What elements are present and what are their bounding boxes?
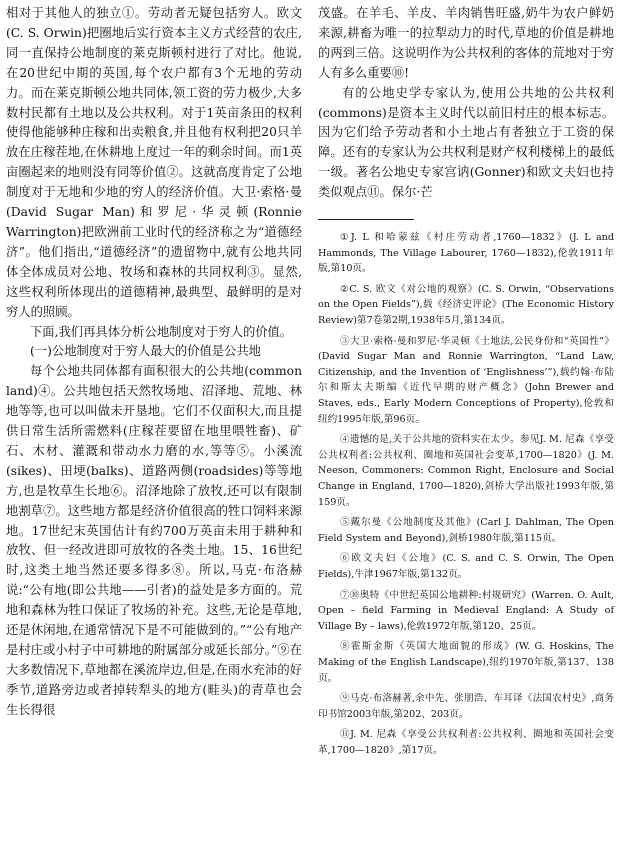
footnote-7-10: ⑦⑩奥特《中世纪英国公地耕种:村规研究》(Warren. O. Ault, Open – field Farming in Medieval England: A Study of Village By – laws),伦敦1972年版,第120、25页。 bbox=[318, 589, 614, 632]
footnote-6: ⑥欧文夫妇《公地》(C. S. and C. S. Orwin, The Open Fields),牛津1967年版,第132页。 bbox=[318, 553, 614, 580]
body-paragraph-4: 茂盛。在羊毛、羊皮、羊肉销售旺盛,奶牛为农户鲜奶来源,耕畜为唯一的拉犁动力的时代,草地的价值是耕地的两到三倍。这说明作为公共权利的客体的荒地对于穷人有多么重要⑩! bbox=[318, 6, 614, 80]
body-paragraph-1: 相对于其他人的独立①。劳动者无疑包括穷人。欧文(C. S. Orwin)把圈地后实行资本主义方式经营的农庄,同一直保持公地制度的莱克斯顿村进行了对比。他说,在20世纪中期的英国,每个农户都有3个无地的劳动力。而在莱克斯顿公地共同体,领工资的劳力极少,大多数村民都有土地以及公共权利。对于1英亩条田的权利使得他能够种庄稼和出卖粮食,并且他有权利把20只羊放在庄稼茬地,在休耕地上度过一年的剩余时间。而1英亩圈起来的地则没有同等价值②。这就高度肯定了公地制度对于无地和少地的穷人的经济价值。大卫·索格·曼(David Sugar Man)和罗尼·华灵顿(Ronnie Warrington)把欧洲前工业时代的经济称之为“道德经济”。他们指出,“道德经济”的遗留物中,就有公地共同体全体成员对公地、牧场和森林的共同权利③。显然,这些权利所体现出的道德精神,最典型、最鲜明的是对穷人的照顾。 bbox=[6, 6, 302, 319]
footnote-2: ②C. S. 欧文《对公地的观察》(C. S. Orwin, “Observations on the Open Fields”),载《经济史评论》(The Economic History Review)第7卷第2期,1938年5月,第134页。 bbox=[318, 283, 614, 327]
right-column bbox=[318, 4, 614, 758]
footnote-11: ⑪J. M. 尼森《享受公共权利者:公共权利、圈地和英国社会变革,1700—1820》,第17页。 bbox=[318, 729, 614, 756]
left-column bbox=[6, 4, 302, 721]
footnote-3: ③大卫·索格·曼和罗尼·华灵顿《土地法,公民身份和“英国性”》(David Sugar Man and Ronnie Warrington, “Land Law, Citizenship, and the Invention of ‘Englishness’”),载约翰·布陆尔和斯太夫斯编《近代早期的财产概念》(John Brewer and Staves, eds., Early Modern Conceptions of Property),伦敦和纽约1995年版,第96页。 bbox=[318, 335, 614, 425]
footnote-5: ⑤戴尔曼《公地制度及其他》(Carl J. Dahlman, The Open Field System and Beyond),剑桥1980年版,第115页。 bbox=[318, 517, 614, 544]
footnotes bbox=[318, 230, 614, 758]
body-paragraph-2: 下面,我们再具体分析公地制度对于穷人的价值。 bbox=[30, 324, 293, 339]
footnote-1: ①J. L 和哈蒙兹《村庄劳动者,1760—1832》(J. L and Hammonds, The Village Labourer, 1760—1832),伦敦1911年版,第10页。 bbox=[318, 232, 614, 275]
footnote-9: ⑨马克·布洛赫著,余中先、张朋浩、车耳译《法国农村史》,商务印书馆2003年版,第202、203页。 bbox=[318, 693, 614, 720]
body-paragraph-3: 每个公地共同体都有面积很大的公共地(common land)④。公共地包括天然牧场地、沼泽地、荒地、林地等等,也可以叫做未开垦地。它们不仅面积大,而且提供日常生活所需燃料(庄稼茬要留在地里喂牲畜)、矿石、木材、灌溉和带动水力磨的水,等等⑤。小溪流(sikes)、田埂(balks)、道路两侧(roadsides)等等地方,也是牧草生长地⑥。沼泽地除了放牧,还可以有限制地割草⑦。这些地方都是经济价值很高的牲口饲料来源地。17世纪末英国估计有约700万英亩未用于耕种和放牧、但一经改进即可放牧的各类土地。15、16世纪时,这类土地当然还要多得多⑧。所以,马克·布洛赫说:“公有地(即公共地——引者)的益处是多方面的。荒地和森林为牲口保证了牧场的补充。这些,无论是草地,还是休闲地,在通常情况下是不可能做到的。”“公有地产是村庄或小村子中可耕地的附属部分或延长部分。”⑨在大多数情况下,草地都在溪流岸边,但是,在雨水充沛的好季节,道路旁边或者掉转犁头的地方(畦头)的青草也会生长得很 bbox=[6, 364, 302, 717]
footnote-divider bbox=[318, 219, 414, 220]
footnote-4: ④遗憾的是,关于公共地的资料实在太少。参见J. M. 尼森《享受公共权利者:公共权利、圈地和英国社会变革,1700—1820》(J. M. Neeson, Commoners: Common Right, Enclosure and Social Change in England, 1700—1820),剑桥大学出版社1993年版,第159页。 bbox=[318, 434, 614, 508]
body-paragraph-5: 有的公地史学专家认为,使用公共地的公共权利(commons)是资本主义时代以前旧村庄的根本标志。因为它们给予劳动者和小土地占有者独立于工资的保障。还有的专家认为公共权利是财产权利楼梯上的最低一级。著名公地史专家宫讷(Gonner)和欧文夫妇也持类似观点⑪。保尔·芒 bbox=[318, 85, 614, 200]
section-heading: (一)公地制度对于穷人最大的价值是公共地 bbox=[30, 344, 261, 359]
footnote-8: ⑧霍斯金斯《英国大地面貌的形成》(W. G. Hoskins, The Making of the English Landscape),纽约1970年版,第137、138页。 bbox=[318, 641, 614, 684]
